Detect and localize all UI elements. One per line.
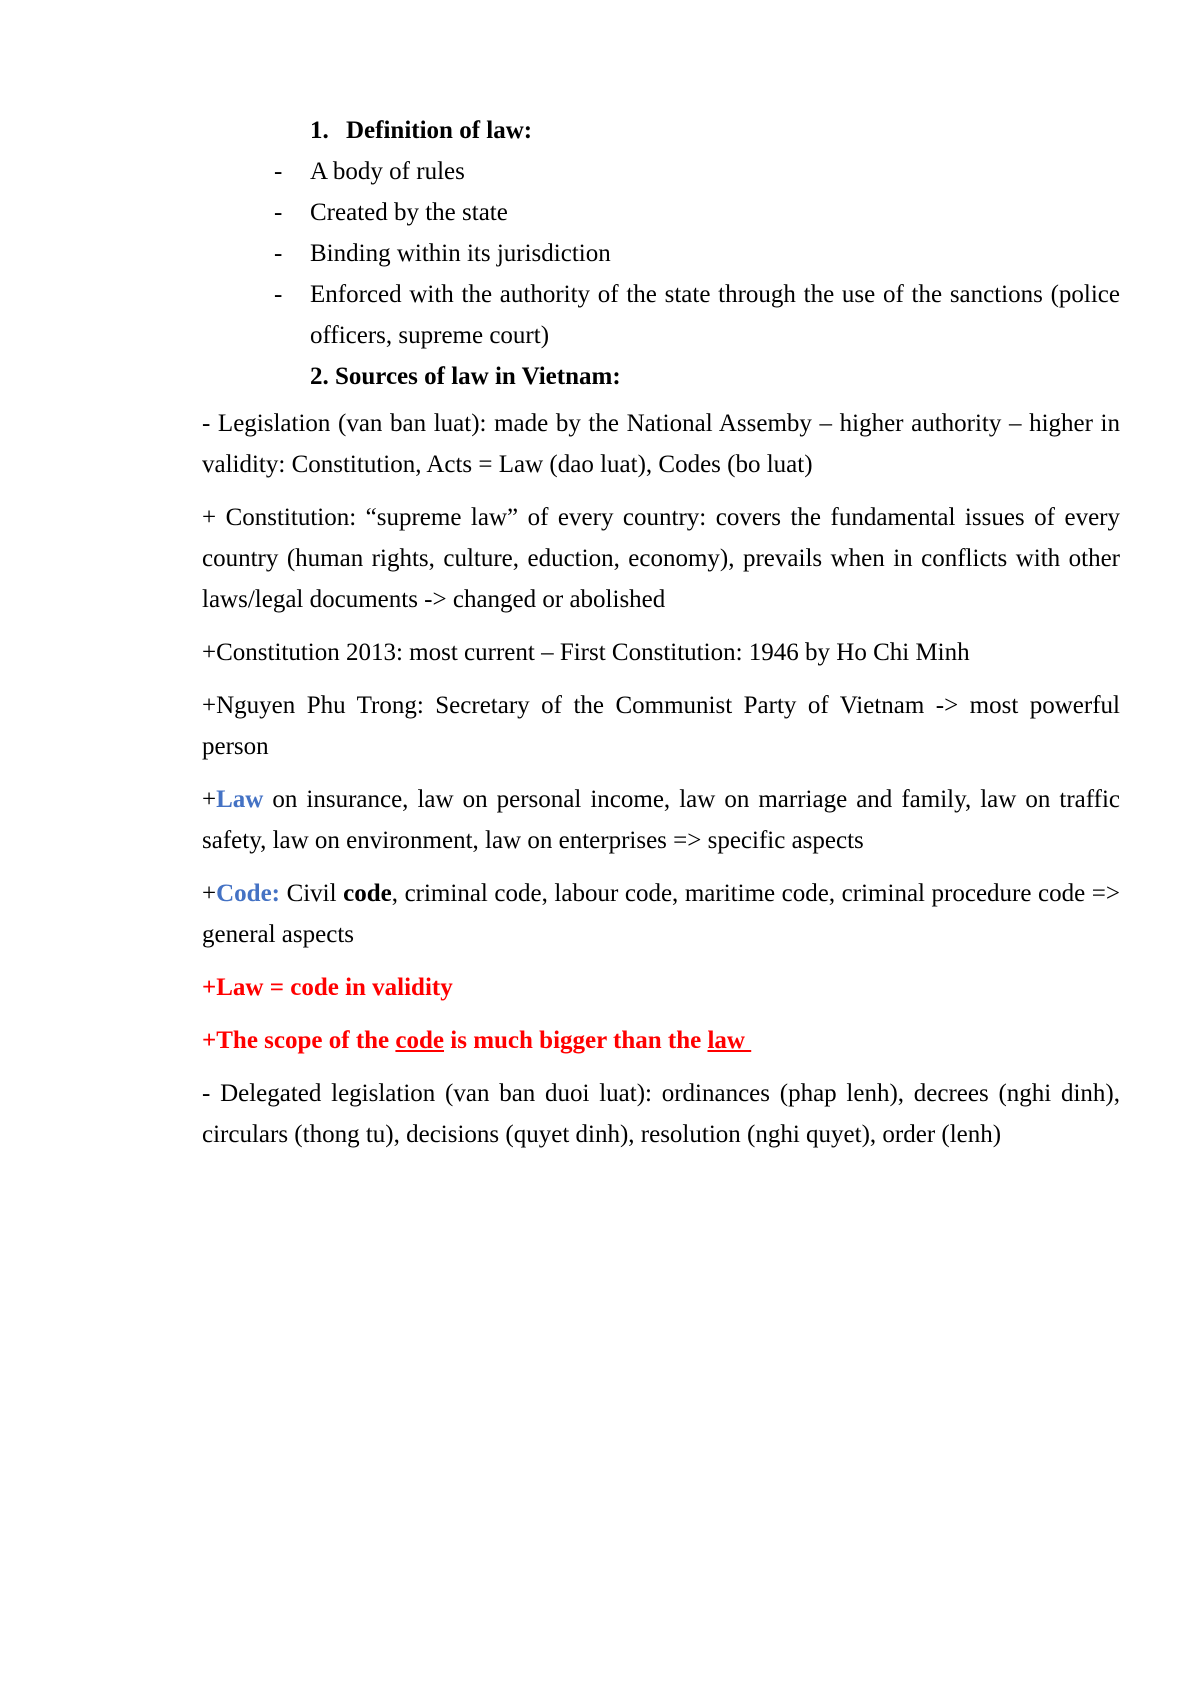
- constitution-paragraph: + Constitution: “supreme law” of every country: covers the fundamental issues of every country (human rights, culture, eduction, economy), prevails when in conflicts with other laws/legal documents -> changed or abolished: [202, 504, 1120, 613]
- document-body: [202, 110, 1120, 1155]
- code-bold-word: code: [343, 880, 392, 907]
- law-keyword: Law: [216, 786, 264, 813]
- section-1-number: 1.: [310, 117, 329, 144]
- code-mid: Civil: [280, 880, 344, 907]
- list-item: [202, 233, 1120, 274]
- law-paragraph: [202, 779, 1120, 861]
- bullet-dash: -: [274, 281, 283, 308]
- scope-law-word: law: [707, 1027, 752, 1054]
- bullet-text: A body of rules: [310, 158, 465, 185]
- list-item: [202, 151, 1120, 192]
- law-equals-code-note: +Law = code in validity: [202, 974, 453, 1001]
- bullet-dash: -: [274, 240, 283, 267]
- scope-text-a: +The scope of the: [202, 1027, 396, 1054]
- section-2-title: 2. Sources of law in Vietnam:: [310, 363, 621, 390]
- scope-note: [202, 1020, 1120, 1061]
- list-item: [202, 274, 1120, 356]
- scope-text-b: is much bigger than the: [444, 1027, 708, 1054]
- code-keyword: Code:: [216, 880, 280, 907]
- code-rest: , criminal code, labour code, maritime code, criminal procedure code => general aspects: [202, 880, 1120, 948]
- delegated-legislation-paragraph: - Delegated legislation (van ban duoi luat): ordinances (phap lenh), decrees (nghi dinh), circulars (thong tu), decisions (quyet dinh), resolution (nghi quyet), order (lenh): [202, 1080, 1120, 1148]
- bullet-text: Created by the state: [310, 199, 508, 226]
- bullet-text: Enforced with the authority of the state through the use of the sanctions (police officers, supreme court): [310, 281, 1120, 349]
- code-prefix: +: [202, 880, 217, 907]
- definition-list: [202, 151, 1120, 356]
- bullet-dash: -: [274, 199, 283, 226]
- code-paragraph: [202, 873, 1120, 955]
- section-1-title: Definition of law:: [346, 117, 533, 144]
- scope-code-word: code: [395, 1027, 445, 1054]
- constitution-2013-paragraph: +Constitution 2013: most current – First Constitution: 1946 by Ho Chi Minh: [202, 639, 970, 666]
- law-rest: on insurance, law on personal income, law on marriage and family, law on traffic safety, law on environment, law on enterprises => specific aspects: [202, 786, 1120, 854]
- bullet-dash: -: [274, 158, 283, 185]
- law-prefix: +: [202, 786, 217, 813]
- section-2-heading: [202, 356, 1120, 397]
- nguyen-phu-trong-paragraph: +Nguyen Phu Trong: Secretary of the Communist Party of Vietnam -> most powerful person: [202, 692, 1120, 760]
- bullet-text: Binding within its jurisdiction: [310, 240, 611, 267]
- section-1-heading: [202, 110, 1120, 151]
- legislation-paragraph: - Legislation (van ban luat): made by the National Assemby – higher authority – higher in validity: Constitution, Acts = Law (dao luat), Codes (bo luat): [202, 410, 1120, 478]
- list-item: [202, 192, 1120, 233]
